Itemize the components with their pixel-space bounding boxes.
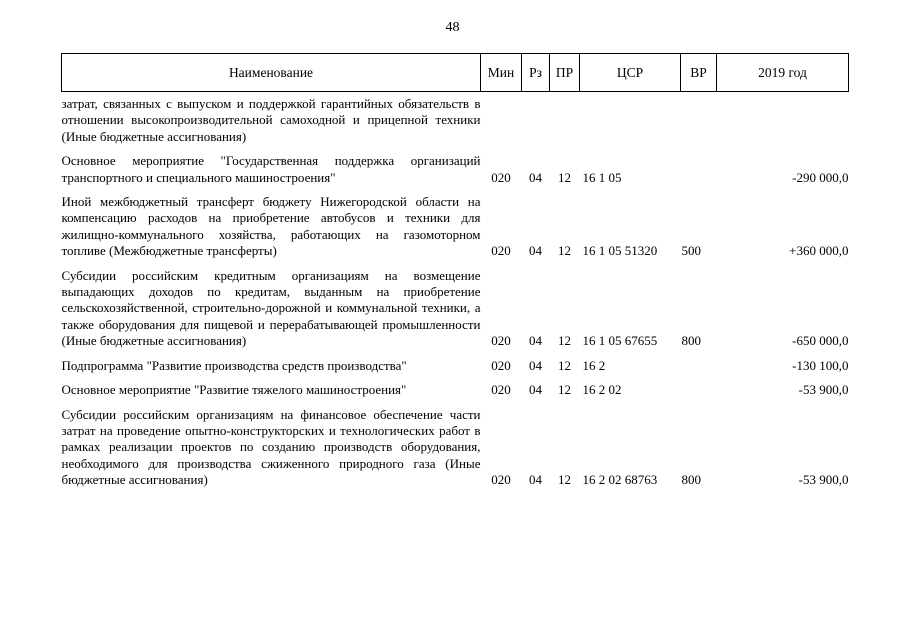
row-rz: 04 (529, 169, 542, 185)
row-amount: -650 000,0 (792, 333, 849, 349)
row-csr: 16 2 02 (582, 382, 622, 398)
header-min: Мин (481, 54, 522, 92)
row-rz: 04 (529, 357, 542, 373)
table-row (62, 382, 849, 406)
row-csr: 16 1 05 51320 (582, 243, 658, 259)
row-rz: 04 (529, 382, 542, 398)
table-header (62, 54, 849, 92)
row-rz: 04 (529, 333, 542, 349)
header-vr: ВР (681, 54, 717, 92)
row-csr: 16 2 (582, 357, 606, 373)
row-min: 020 (491, 472, 511, 488)
table-row (62, 358, 849, 382)
row-vr: 500 (681, 243, 701, 259)
row-min: 020 (491, 169, 511, 185)
row-amount: -130 100,0 (792, 357, 849, 373)
row-rz: 04 (529, 472, 542, 488)
row-min: 020 (491, 243, 511, 259)
row-name: Субсидии российским организациям на финансовое обеспечение части затрат на проведение опытно-конструкторских и технологических работ в рамках реализации проектов по созданию производств оборудования, необходимого для производства сжиженного природного газа (Иные бюджетные ассигнования) (61, 406, 481, 488)
page-number: 48 (445, 20, 460, 35)
row-vr: 800 (681, 472, 701, 488)
table-row (62, 153, 849, 194)
row-vr (681, 382, 717, 406)
header-csr: ЦСР (580, 54, 681, 92)
row-vr (681, 153, 717, 194)
row-amount: +360 000,0 (789, 243, 849, 259)
row-pr: 12 (558, 243, 571, 259)
row-csr: 16 1 05 67655 (582, 333, 658, 349)
row-rz (522, 92, 550, 154)
row-pr: 12 (558, 382, 571, 398)
row-pr: 12 (558, 472, 571, 488)
row-pr: 12 (558, 333, 571, 349)
header-pr: ПР (550, 54, 580, 92)
row-rz: 04 (529, 243, 542, 259)
row-name: Субсидии российским кредитным организациям на возмещение выпадающих доходов по кредитам, выданным на приобретение сельскохозяйственной, строительно-дорожной и коммунальной техники, а также оборудования для пищевой и перерабатывающей промышленности (Иные бюджетные ассигнования) (61, 267, 481, 349)
header-name: Наименование (62, 54, 481, 92)
header-year: 2019 год (717, 54, 849, 92)
row-name: Подпрограмма "Развитие производства средств производства" (61, 357, 407, 373)
row-min: 020 (491, 333, 511, 349)
row-name: Основное мероприятие "Развитие тяжелого машиностроения" (61, 382, 407, 398)
row-pr: 12 (558, 169, 571, 185)
row-vr: 800 (681, 333, 701, 349)
row-pr (550, 92, 580, 154)
row-csr: 16 2 02 68763 (582, 472, 658, 488)
table-body (62, 92, 849, 497)
row-name: затрат, связанных с выпуском и поддержкой гарантийных обязательств в отношении высокопроизводительной самоходной и прицепной техники (Иные бюджетные ассигнования) (61, 96, 481, 144)
table-row (62, 194, 849, 268)
row-vr (681, 358, 717, 382)
row-amount (717, 92, 849, 154)
row-amount: -53 900,0 (798, 382, 849, 398)
header-row (62, 54, 849, 92)
row-amount: -290 000,0 (792, 169, 849, 185)
row-min (481, 92, 522, 154)
row-amount: -53 900,0 (798, 472, 849, 488)
row-csr: 16 1 05 (582, 169, 622, 185)
row-csr (580, 92, 681, 154)
table-row (62, 268, 849, 358)
row-min: 020 (491, 357, 511, 373)
row-min: 020 (491, 382, 511, 398)
header-rz: Рз (522, 54, 550, 92)
table-row (62, 92, 849, 154)
row-pr: 12 (558, 357, 571, 373)
row-name: Основное мероприятие "Государственная поддержка организаций транспортного и специального машиностроения" (61, 153, 481, 185)
row-name: Иной межбюджетный трансферт бюджету Нижегородской области на компенсацию расходов на приобретение автобусов и техники для жилищно-коммунального хозяйства, работающих на газомоторном топливе (Межбюджетные трансферты) (61, 194, 481, 259)
row-vr (681, 92, 717, 154)
table-row (62, 407, 849, 497)
budget-table (61, 53, 849, 497)
